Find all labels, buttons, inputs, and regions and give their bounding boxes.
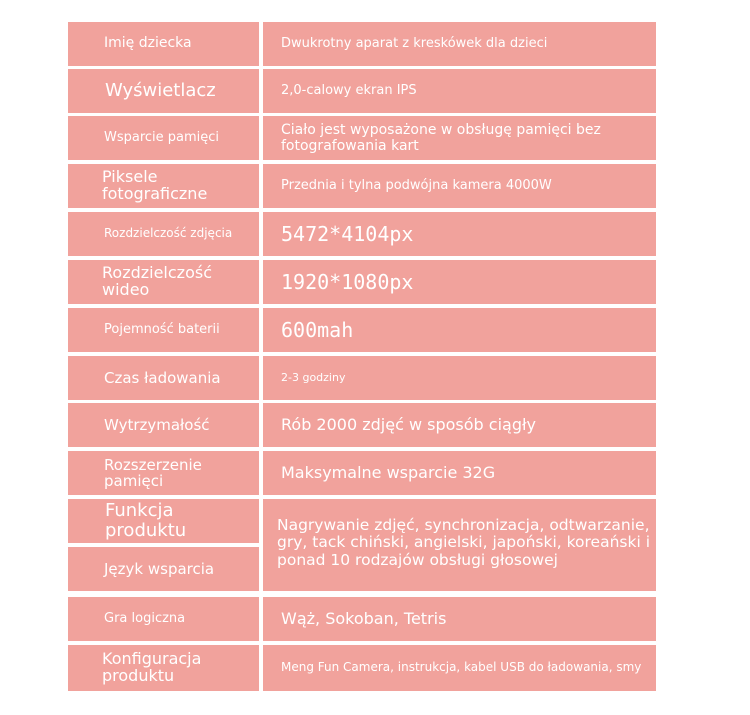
merged-value-cell: Nagrywanie zdjęć, synchronizacja, odtwarzanie, gry, tack chiński, angielski, japoński, koreański i ponad 10 rodzajów obsługi głosowej — [263, 499, 656, 591]
table-row — [68, 212, 656, 256]
row-value: 2-3 godziny — [263, 356, 656, 400]
row-label: Imię dziecka — [68, 22, 259, 66]
row-value: Meng Fun Camera, instrukcja, kabel USB do ładowania, smy — [263, 645, 656, 691]
table-row — [68, 403, 656, 447]
table-row — [68, 22, 656, 66]
table-row — [68, 308, 656, 352]
row-label: Pojemność baterii — [68, 308, 259, 352]
table-row — [68, 116, 656, 160]
row-value: Przednia i tylna podwójna kamera 4000W — [263, 164, 656, 208]
row-label: Gra logiczna — [68, 597, 259, 641]
row-label: Funkcja produktu — [68, 499, 259, 543]
row-label: Czas ładowania — [68, 356, 259, 400]
table-row — [68, 645, 656, 691]
table-row — [68, 69, 656, 113]
row-value: Rób 2000 zdjęć w sposób ciągły — [263, 403, 656, 447]
row-value: Ciało jest wyposażone w obsługę pamięci bez fotografowania kart — [263, 116, 656, 160]
row-label: Wsparcie pamięci — [68, 116, 259, 160]
row-label: Rozszerzenie pamięci — [68, 451, 259, 495]
table-row — [68, 451, 656, 495]
row-label: Wyświetlacz — [68, 69, 259, 113]
table-row — [68, 597, 656, 641]
row-value: Wąż, Sokoban, Tetris — [263, 597, 656, 641]
table-row — [68, 260, 656, 304]
row-label: Piksele fotograficzne — [68, 164, 259, 208]
row-label: Rozdzielczość wideo — [68, 260, 259, 304]
row-value: 5472*4104px — [263, 212, 656, 256]
row-value: 2,0-calowy ekran IPS — [263, 69, 656, 113]
row-value: 1920*1080px — [263, 260, 656, 304]
table-row — [68, 356, 656, 400]
row-label: Konfiguracja produktu — [68, 645, 259, 691]
row-value: Maksymalne wsparcie 32G — [263, 451, 656, 495]
row-value: 600mah — [263, 308, 656, 352]
row-label: Wytrzymałość — [68, 403, 259, 447]
row-value: Dwukrotny aparat z kreskówek dla dzieci — [263, 22, 656, 66]
table-row — [68, 164, 656, 208]
row-label: Rozdzielczość zdjęcia — [68, 212, 259, 256]
row-label: Język wsparcia — [68, 547, 259, 591]
